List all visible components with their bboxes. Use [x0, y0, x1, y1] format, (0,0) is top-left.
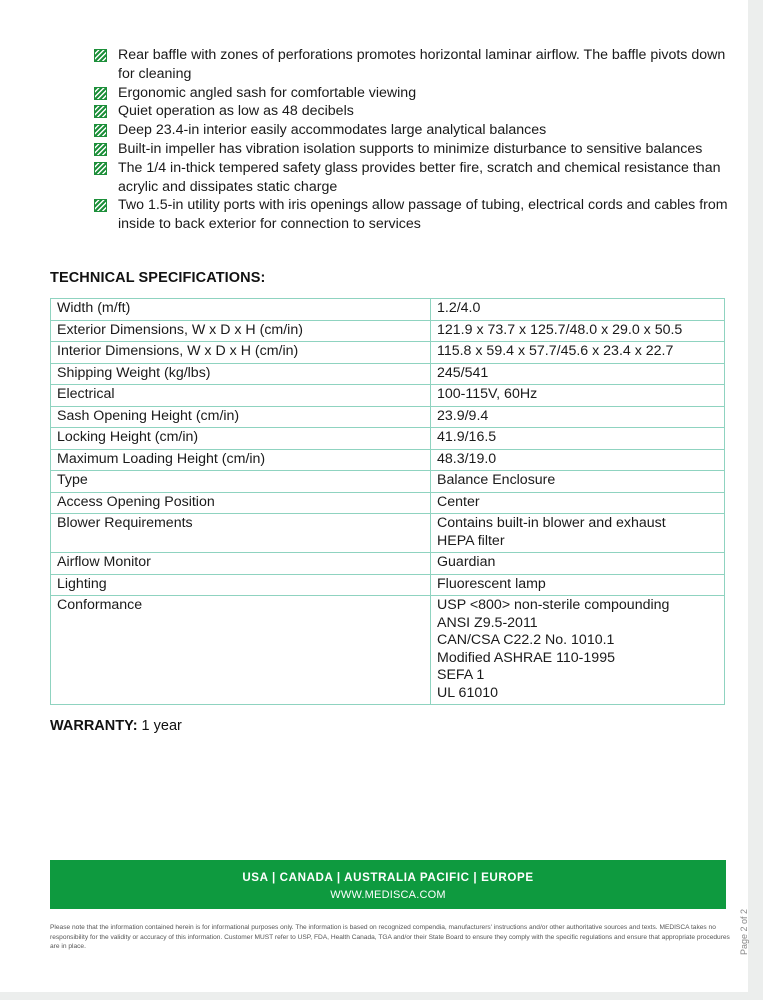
spec-label: Shipping Weight (kg/lbs): [51, 363, 431, 385]
disclaimer: Please note that the information contained herein is for informational purposes only. The information is based on recognized compendia, manufacturers' instructions and/or other authoritative sources and texts. MEDISCA takes no responsibility for the validity or accuracy of this information. Customer MUST refer to USP, FDA, Health Canada, TGA and/or their State Board to ensure they comply with the specific regulations and ensure that appropriate procedures are in place.: [50, 924, 730, 951]
spec-value-line: 121.9 x 73.7 x 125.7/48.0 x 29.0 x 50.5: [437, 321, 683, 338]
feature-text: Deep 23.4-in interior easily accommodates large analytical balances: [118, 122, 547, 139]
spec-value-line: 1.2/4.0: [437, 300, 481, 316]
spec-value: [431, 596, 725, 705]
feature-item: [94, 196, 734, 234]
feature-text: Two 1.5-in utility ports with iris openings allow passage of tubing, electrical cords and cables from inside to back exterior for connection to services: [118, 197, 728, 233]
spec-label: Access Opening Position: [51, 492, 431, 514]
spec-value-line: 23.9/9.4: [437, 407, 489, 424]
spec-value: [431, 406, 725, 428]
spec-value-line: USP <800> non-sterile compounding: [437, 597, 670, 613]
spec-label: Width (m/ft): [51, 299, 431, 321]
spec-label: Sash Opening Height (cm/in): [51, 406, 431, 428]
green-checkbox-icon: [94, 124, 107, 137]
spec-label: Conformance: [51, 596, 431, 705]
spec-value: [431, 471, 725, 493]
spec-value-line: 115.8 x 59.4 x 57.7/45.6 x 23.4 x 22.7: [437, 343, 674, 359]
spec-label: Exterior Dimensions, W x D x H (cm/in): [51, 320, 431, 342]
specs-title: TECHNICAL SPECIFICATIONS:: [50, 270, 266, 286]
spec-row: [51, 596, 725, 705]
spec-label: Maximum Loading Height (cm/in): [51, 449, 431, 471]
spec-value: [431, 428, 725, 450]
spec-value-line: 245/541: [437, 364, 489, 381]
feature-text: Built-in impeller has vibration isolation supports to minimize disturbance to sensitive balances: [118, 140, 703, 157]
spec-row: [51, 299, 725, 321]
spec-value: [431, 385, 725, 407]
spec-row: [51, 363, 725, 385]
spec-value-line: Guardian: [437, 554, 496, 570]
spec-table: [50, 298, 725, 705]
spec-label: Lighting: [51, 574, 431, 596]
footer-banner: [50, 860, 726, 909]
spec-row: [51, 449, 725, 471]
green-checkbox-icon: [94, 162, 107, 175]
spec-row: [51, 471, 725, 493]
spec-value: [431, 492, 725, 514]
warranty: [50, 718, 182, 734]
spec-value-line: Modified ASHRAE 110-1995: [437, 649, 615, 666]
feature-item: [94, 102, 734, 121]
feature-item: [94, 46, 734, 84]
feature-item: [94, 159, 734, 197]
spec-value-line: UL 61010: [437, 684, 499, 701]
spec-value: [431, 553, 725, 575]
page-number: Page 2 of 2: [739, 908, 749, 955]
green-checkbox-icon: [94, 49, 107, 62]
spec-label: Airflow Monitor: [51, 553, 431, 575]
spec-value-line: Center: [437, 493, 480, 510]
spec-value: [431, 363, 725, 385]
spec-value-line: ANSI Z9.5-2011: [437, 614, 538, 631]
spec-value-line: SEFA 1: [437, 667, 485, 683]
feature-text: Rear baffle with zones of perforations promotes horizontal laminar airflow. The baffle pivots down for cleaning: [118, 47, 726, 82]
spec-row: [51, 406, 725, 428]
spec-label: Interior Dimensions, W x D x H (cm/in): [51, 342, 431, 364]
spec-row: [51, 428, 725, 450]
spec-value: [431, 299, 725, 321]
spec-value: [431, 514, 725, 553]
feature-text: The 1/4 in-thick tempered safety glass provides better fire, scratch and chemical resistance than acrylic and dissipates static charge: [118, 159, 721, 195]
spec-label: Electrical: [51, 385, 431, 407]
spec-value-line: Fluorescent lamp: [437, 575, 546, 592]
spec-value-line: HEPA filter: [437, 532, 505, 549]
spec-value-line: 48.3/19.0: [437, 450, 497, 467]
green-checkbox-icon: [94, 105, 107, 118]
feature-text: Ergonomic angled sash for comfortable viewing: [118, 84, 417, 101]
green-checkbox-icon: [94, 143, 107, 156]
spec-value: [431, 574, 725, 596]
spec-row: [51, 492, 725, 514]
spec-row: [51, 385, 725, 407]
footer-regions: USA | CANADA | AUSTRALIA PACIFIC | EUROPE: [242, 871, 534, 884]
spec-value: [431, 342, 725, 364]
green-checkbox-icon: [94, 199, 107, 212]
footer-website[interactable]: WWW.MEDISCA.COM: [330, 889, 446, 901]
spec-label: Blower Requirements: [51, 514, 431, 553]
spec-value-line: CAN/CSA C22.2 No. 1010.1: [437, 632, 615, 648]
spec-value: [431, 449, 725, 471]
warranty-value: 1 year: [137, 718, 182, 734]
feature-text: Quiet operation as low as 48 decibels: [118, 103, 354, 120]
spec-label: Type: [51, 471, 431, 493]
feature-item: [94, 121, 734, 140]
spec-row: [51, 553, 725, 575]
spec-value: [431, 320, 725, 342]
spec-label: Locking Height (cm/in): [51, 428, 431, 450]
green-checkbox-icon: [94, 87, 107, 100]
spec-value-line: Balance Enclosure: [437, 472, 556, 488]
feature-item: [94, 140, 734, 159]
spec-row: [51, 574, 725, 596]
spec-value-line: Contains built-in blower and exhaust: [437, 515, 666, 531]
spec-row: [51, 514, 725, 553]
spec-value-line: 41.9/16.5: [437, 429, 497, 445]
warranty-label: WARRANTY:: [50, 718, 138, 734]
spec-row: [51, 342, 725, 364]
feature-list: [94, 46, 734, 234]
spec-value-line: 100-115V, 60Hz: [437, 386, 538, 402]
feature-item: [94, 84, 734, 103]
spec-row: [51, 320, 725, 342]
